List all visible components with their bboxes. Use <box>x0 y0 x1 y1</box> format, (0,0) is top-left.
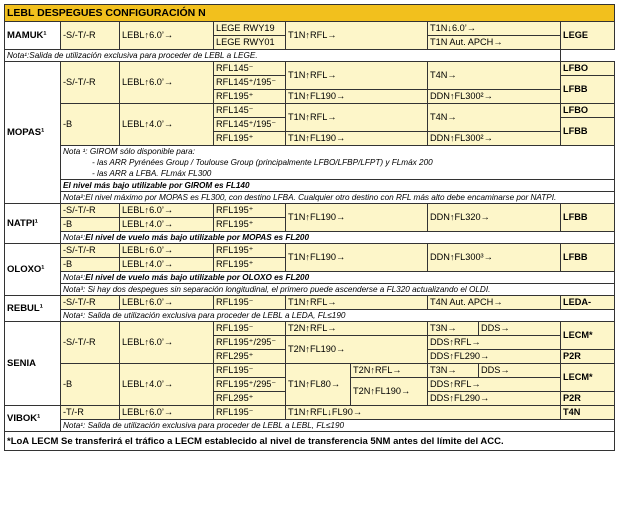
mopas-g1-t1n-fl190: T1N↑FL190→ <box>286 90 428 104</box>
senia-g1-t3n: T3N→ <box>428 322 479 336</box>
mopas-g2-climb: LEBL↑4.0’→ <box>120 104 214 146</box>
vibok-note-row <box>5 420 615 432</box>
senia-g1-dds-fl290: DDS↑FL290→ <box>428 350 561 364</box>
rebul-dest: LEDA- <box>561 296 615 310</box>
senia-g2-t2n-rfl: T2N↑RFL→ <box>351 364 428 378</box>
oloxo-note3: Nota³: Si hay dos despegues sin separación longitudinal, el primero puede ascenderse a FL320 actualizando el OLDI. <box>61 284 615 296</box>
natpi-dest: LFBB <box>561 204 615 232</box>
rebul-note: Nota¹: Salida de utilización exclusiva para proceder de LEBL a LEDA, FL≤190 <box>61 310 615 322</box>
mopas-g1-lfbb: LFBB <box>561 76 615 104</box>
oloxo-climb-1: LEBL↑6.0’→ <box>120 244 214 258</box>
senia-g1-dds: DDS→ <box>479 322 561 336</box>
senia-g2-rfl3: RFL295⁺ <box>214 392 286 406</box>
mopas-g2-lfbb: LFBB <box>561 118 615 146</box>
senia-g1-climb: LEBL↑6.0’→ <box>120 322 214 364</box>
mopas-note1-head: Nota ¹: GIROM sólo disponible para: <box>63 147 195 156</box>
natpi-ddn: DDN↑FL320→ <box>428 204 561 232</box>
mopas-g1-rfl3: RFL195⁺ <box>214 90 286 104</box>
mopas-g1-t1n-rfl: T1N↑RFL→ <box>286 62 428 90</box>
senia-g2-p2r: P2R <box>561 392 615 406</box>
oloxo-climb-2: LEBL↑4.0’→ <box>120 258 214 272</box>
footer-row <box>5 432 615 451</box>
senia-g2-t2n-fl190: T2N↑FL190→ <box>351 378 428 406</box>
senia-g2-lecm: LECM* <box>561 364 615 392</box>
mopas-g1-rfl2: RFL145⁺/195⁻ <box>214 76 286 90</box>
oloxo-note1 <box>61 272 615 284</box>
oloxo-note1-bold: El nivel de vuelo más bajo utilizable por OLOXO es FL200 <box>85 273 310 282</box>
mopas-note1 <box>61 146 615 180</box>
senia-g1-rfl3: RFL295⁺ <box>214 350 286 364</box>
mopas-g2-t1n-fl190: T1N↑FL190→ <box>286 132 428 146</box>
mamuk-dest: LEGE <box>561 22 615 50</box>
vibok-note: Nota¹: Salida de utilización exclusiva para proceder de LEBL a LEBL, FL≤190 <box>61 420 615 432</box>
rebul-t1n: T1N↑RFL→ <box>286 296 428 310</box>
senia-g1-t2n-rfl: T2N↑RFL→ <box>286 322 428 336</box>
oloxo-rfl-2: RFL195⁺ <box>214 258 286 272</box>
senia-g2-dds-fl290: DDS↑FL290→ <box>428 392 561 406</box>
rebul-t4n: T4N Aut. APCH→ <box>428 296 561 310</box>
mopas-g1-climb: LEBL↑6.0’→ <box>120 62 214 104</box>
mopas-note1-item-b: - las ARR a LFBA. FLmáx FL300 <box>97 168 612 179</box>
mopas-g1-t4n: T4N→ <box>428 62 561 90</box>
senia-g2-rfl2: RFL195⁺/295⁻ <box>214 378 286 392</box>
senia-g1-p2r: P2R <box>561 350 615 364</box>
mopas-note1-bold-row <box>5 180 615 192</box>
mopas-g2-rfl1: RFL145⁻ <box>214 104 286 118</box>
oloxo-dest: LFBB <box>561 244 615 272</box>
departures-table-container <box>4 4 614 451</box>
vibok-rfl: RFL195⁻ <box>214 406 286 420</box>
mopas-g2-ddn: DDN↑FL300²→ <box>428 132 561 146</box>
oloxo-runway-1: -S/-T/-R <box>61 244 120 258</box>
oloxo-note1-row <box>5 272 615 284</box>
mamuk-climb: LEBL↑6.0’→ <box>120 22 214 50</box>
senia-g1-runway: -S/-T/-R <box>61 322 120 364</box>
mamuk-runway: -S/-T/-R <box>61 22 120 50</box>
senia-g2-t1n-fl80: T1N↑FL80→ <box>286 364 351 406</box>
mopas-note1-bold: El nivel más bajo utilizable por GIROM es FL140 <box>61 180 615 192</box>
mopas-g2-rfl2: RFL145⁺/195⁻ <box>214 118 286 132</box>
mamuk-lege01: LEGE RWY01 <box>214 36 286 50</box>
senia-g1-lecm: LECM* <box>561 322 615 350</box>
senia-row-4 <box>5 364 615 378</box>
mopas-g1-ddn: DDN↑FL300²→ <box>428 90 561 104</box>
point-mopas: MOPAS¹ <box>5 62 61 204</box>
natpi-climb-1: LEBL↑6.0’→ <box>120 204 214 218</box>
senia-g2-rfl1: RFL195⁻ <box>214 364 286 378</box>
vibok-row <box>5 406 615 420</box>
natpi-note-prefix: Nota¹: <box>63 233 86 242</box>
mopas-note1-row <box>5 146 615 180</box>
oloxo-ddn: DDN↑FL300³→ <box>428 244 561 272</box>
natpi-note <box>61 232 615 244</box>
natpi-rfl-2: RFL195⁺ <box>214 218 286 232</box>
vibok-route: T1N↑RFL↓FL90→ <box>286 406 561 420</box>
senia-row-1 <box>5 322 615 336</box>
natpi-note-row <box>5 232 615 244</box>
oloxo-runway-2: -B <box>61 258 120 272</box>
vibok-climb: LEBL↑6.0’→ <box>120 406 214 420</box>
natpi-climb-2: LEBL↑4.0’→ <box>120 218 214 232</box>
senia-g2-dds: DDS→ <box>479 364 561 378</box>
mopas-note1-list <box>63 157 612 179</box>
natpi-runway-2: -B <box>61 218 120 232</box>
vibok-dest: T4N <box>561 406 615 420</box>
senia-g1-dds-rfl: DDS↑RFL→ <box>428 336 561 350</box>
rebul-rfl: RFL195⁻ <box>214 296 286 310</box>
rebul-runway: -S/-T/-R <box>61 296 120 310</box>
senia-g2-t3n: T3N→ <box>428 364 479 378</box>
mopas-g1-rfl1: RFL145⁻ <box>214 62 286 76</box>
title-row <box>5 5 615 22</box>
senia-g1-t2n-fl190: T2N↑FL190→ <box>286 336 428 364</box>
mamuk-lege19: LEGE RWY19 <box>214 22 286 36</box>
point-vibok: VIBOK¹ <box>5 406 61 432</box>
vibok-runway: -T/-R <box>61 406 120 420</box>
mamuk-note-row <box>5 50 615 62</box>
point-mamuk: MAMUK¹ <box>5 22 61 50</box>
oloxo-t1n: T1N↑FL190→ <box>286 244 428 272</box>
senia-g2-runway: -B <box>61 364 120 406</box>
senia-g1-rfl2: RFL195⁺/295⁻ <box>214 336 286 350</box>
mopas-g1-lfbo: LFBO <box>561 62 615 76</box>
mopas-g2-rfl3: RFL195⁺ <box>214 132 286 146</box>
point-natpi: NATPI¹ <box>5 204 61 244</box>
senia-g2-climb: LEBL↑4.0’→ <box>120 364 214 406</box>
oloxo-row-1 <box>5 244 615 258</box>
mopas-g2-t4n: T4N→ <box>428 104 561 132</box>
mamuk-row-1 <box>5 22 615 36</box>
mopas-g1-runway: -S/-T/-R <box>61 62 120 104</box>
natpi-t1n: T1N↑FL190→ <box>286 204 428 232</box>
mamuk-t1n-a: T1N↓6.0’→ <box>428 22 561 36</box>
natpi-runway-1: -S/-T/-R <box>61 204 120 218</box>
rebul-row <box>5 296 615 310</box>
mopas-g2-lfbo: LFBO <box>561 104 615 118</box>
mopas-note2-row <box>5 192 615 204</box>
point-rebul: REBUL¹ <box>5 296 61 322</box>
senia-g2-dds-rfl: DDS↑RFL→ <box>428 378 561 392</box>
point-senia: SENIA <box>5 322 61 406</box>
mopas-note1-item-a: - las ARR Pyrénées Group / Toulouse Group (principalmente LFBO/LFBP/LFPT) y FLmáx 200 <box>97 157 612 168</box>
page-title: LEBL DESPEGUES CONFIGURACIÓN N <box>5 5 615 22</box>
natpi-row-1 <box>5 204 615 218</box>
mopas-g2-runway: -B <box>61 104 120 146</box>
mopas-g2-t1n-rfl: T1N↑RFL→ <box>286 104 428 132</box>
departures-table <box>4 4 615 451</box>
senia-g1-rfl1: RFL195⁻ <box>214 322 286 336</box>
oloxo-rfl-1: RFL195⁺ <box>214 244 286 258</box>
mamuk-t1n: T1N↑RFL→ <box>286 22 428 50</box>
oloxo-note3-row <box>5 284 615 296</box>
mamuk-note: Nota¹:Salida de utilización exclusiva para proceder de LEBL a LEGE. <box>5 50 561 62</box>
rebul-note-row <box>5 310 615 322</box>
natpi-rfl-1: RFL195⁺ <box>214 204 286 218</box>
point-oloxo: OLOXO¹ <box>5 244 61 296</box>
oloxo-note1-prefix: Nota¹: <box>63 273 86 282</box>
natpi-note-bold: El nivel de vuelo más bajo utilizable por MOPAS es FL200 <box>85 233 309 242</box>
rebul-climb: LEBL↑6.0’→ <box>120 296 214 310</box>
footer-note: *LoA LECM Se transferirá el tráfico a LECM establecido al nivel de transferencia 5NM antes del límite del ACC. <box>5 432 615 451</box>
mopas-row-1 <box>5 62 615 76</box>
mamuk-t1n-b: T1N Aut. APCH→ <box>428 36 561 50</box>
mopas-note2: Nota²:El nivel máximo por MOPAS es FL300, con destino LFBA. Cualquier otro destino con RFL más alto debe encaminarse por NATPI. <box>61 192 615 204</box>
mopas-row-4 <box>5 104 615 118</box>
